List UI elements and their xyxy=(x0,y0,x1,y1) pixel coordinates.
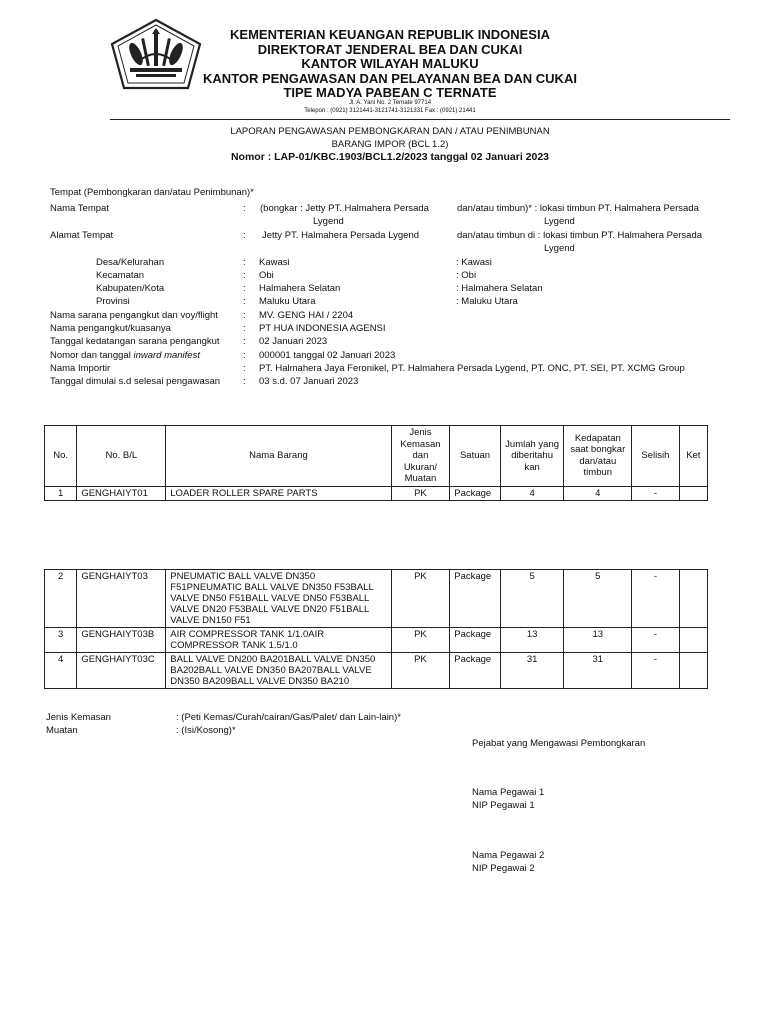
cell-kedapatan: 13 xyxy=(564,628,632,653)
cell-nama: BALL VALVE DN200 BA201BALL VALVE DN350 BA202BALL VALVE DN350 BA207BALL VALVE DN350 BA209BALL VALVE DN350 BA210 xyxy=(166,653,391,689)
cell-bl: GENGHAIYT03C xyxy=(77,653,166,689)
kecamatan-left: Obi xyxy=(259,270,274,281)
alamat-right-cont: Lygend xyxy=(544,243,575,254)
kabupaten-label: Kabupaten/Kota xyxy=(96,283,165,294)
colon: : xyxy=(243,283,246,294)
cell-bl: GENGHAIYT03 xyxy=(77,570,166,628)
header-phone: Telepon : (0921) 3121441-3121741-3121331 Fax : (0921) 21441 xyxy=(304,108,476,114)
cell-ket xyxy=(679,570,707,628)
cell-no: 1 xyxy=(45,486,77,500)
cell-nama: LOADER ROLLER SPARE PARTS xyxy=(166,486,391,500)
colon: : xyxy=(243,323,246,334)
items-table xyxy=(44,425,708,501)
cell-no: 2 xyxy=(45,570,77,628)
alamat-label: Alamat Tempat xyxy=(50,230,114,241)
cell-bl: GENGHAIYT01 xyxy=(77,486,166,500)
cell-selisih: - xyxy=(632,486,680,500)
cell-kemasan: PK xyxy=(391,653,450,689)
desa-label: Desa/Kelurahan xyxy=(96,257,165,268)
report-title-2: BARANG IMPOR (BCL 1.2) xyxy=(331,139,449,150)
cell-jumlah: 5 xyxy=(500,570,564,628)
tanggal-value: 03 s.d. 07 Januari 2023 xyxy=(259,376,359,387)
cell-jumlah: 31 xyxy=(500,653,564,689)
jenis-kemasan-label: Jenis Kemasan xyxy=(46,712,111,723)
report-number: Nomor : LAP-01/KBC.1903/BCL1.2/2023 tanggal 02 Januari 2023 xyxy=(230,151,550,163)
cell-ket xyxy=(679,628,707,653)
cell-kemasan: PK xyxy=(391,628,450,653)
muatan-label: Muatan xyxy=(46,725,78,736)
manifest-label-italic: inward manifest xyxy=(133,350,200,361)
colon: : xyxy=(243,336,246,347)
cell-jumlah: 4 xyxy=(500,486,564,500)
col-header-kedapatan: Kedapatan saat bongkar dan/atau timbun xyxy=(564,426,632,487)
colon: : xyxy=(243,363,246,374)
pegawai2-name: Nama Pegawai 2 xyxy=(472,850,545,861)
col-header-jumlah: Jumlah yang diberitahu kan xyxy=(500,426,564,487)
col-header-satuan: Satuan xyxy=(450,426,501,487)
header-office: KANTOR PENGAWASAN DAN PELAYANAN BEA DAN CUKAI xyxy=(203,71,577,86)
pengangkut-label: Nama pengangkut/kuasanya xyxy=(50,323,171,334)
cell-no: 4 xyxy=(45,653,77,689)
col-header-selisih: Selisih xyxy=(632,426,680,487)
colon: : xyxy=(243,296,246,307)
report-title-1: LAPORAN PENGAWASAN PEMBONGKARAN DAN / ATAU PENIMBUNAN xyxy=(230,126,550,137)
kecamatan-label: Kecamatan xyxy=(96,270,145,281)
manifest-label-text: Nomor dan tanggal xyxy=(50,350,134,361)
col-header-kemasan: Jenis Kemasan dan Ukuran/ Muatan xyxy=(391,426,450,487)
cell-ket xyxy=(679,486,707,500)
sarana-value: MV. GENG HAI / 2204 xyxy=(259,310,354,321)
table-header-row xyxy=(45,426,708,487)
table-row xyxy=(45,628,708,653)
cell-kemasan: PK xyxy=(391,570,450,628)
alamat-right: dan/atau timbun di : lokasi timbun PT. Halmahera Persada xyxy=(457,230,703,241)
kedatangan-value: 02 Januari 2023 xyxy=(259,336,328,347)
col-header-ket: Ket xyxy=(679,426,707,487)
sarana-label: Nama sarana pengangkut dan voy/flight xyxy=(50,310,218,321)
pegawai1-name: Nama Pegawai 1 xyxy=(472,787,545,798)
pegawai1-nip: NIP Pegawai 1 xyxy=(472,800,535,811)
kabupaten-right: : Halmahera Selatan xyxy=(456,283,543,294)
cell-jumlah: 13 xyxy=(500,628,564,653)
nama-tempat-left: (bongkar : Jetty PT. Halmahera Persada xyxy=(260,203,429,214)
muatan-value: : (Isi/Kosong)* xyxy=(176,725,236,736)
nama-tempat-label: Nama Tempat xyxy=(50,203,109,214)
header-rule xyxy=(110,119,730,120)
cell-selisih: - xyxy=(632,628,680,653)
colon: : xyxy=(243,257,246,268)
kabupaten-left: Halmahera Selatan xyxy=(259,283,341,294)
cell-kedapatan: 31 xyxy=(564,653,632,689)
jenis-kemasan-value: : (Peti Kemas/Curah/cairan/Gas/Palet/ dan Lain-lain)* xyxy=(176,712,401,723)
manifest-value: 000001 tanggal 02 Januari 2023 xyxy=(259,350,396,361)
header-directorate: DIREKTORAT JENDERAL BEA DAN CUKAI xyxy=(257,42,523,57)
cell-satuan: Package xyxy=(450,570,501,628)
colon: : xyxy=(243,203,246,214)
nama-tempat-right-cont: Lygend xyxy=(544,216,575,227)
table-row xyxy=(45,653,708,689)
cell-kedapatan: 5 xyxy=(564,570,632,628)
tanggal-label: Tanggal dimulai s.d selesai pengawasan xyxy=(50,376,221,387)
provinsi-label: Provinsi xyxy=(96,296,130,307)
colon: : xyxy=(243,230,246,241)
nama-tempat-left-cont: Lygend xyxy=(313,216,344,227)
cell-ket xyxy=(679,653,707,689)
colon: : xyxy=(243,310,246,321)
items-table-continued xyxy=(44,569,708,689)
cell-selisih: - xyxy=(632,570,680,628)
pegawai2-nip: NIP Pegawai 2 xyxy=(472,863,535,874)
cell-satuan: Package xyxy=(450,628,501,653)
pejabat-title: Pejabat yang Mengawasi Pembongkaran xyxy=(472,738,646,749)
cell-satuan: Package xyxy=(450,653,501,689)
pengangkut-value: PT HUA INDONESIA AGENSI xyxy=(259,323,386,334)
header-ministry: KEMENTERIAN KEUANGAN REPUBLIK INDONESIA xyxy=(230,27,550,42)
col-header-no: No. xyxy=(45,426,77,487)
desa-left: Kawasi xyxy=(259,257,290,268)
colon: : xyxy=(243,376,246,387)
cell-bl: GENGHAIYT03B xyxy=(77,628,166,653)
cell-kedapatan: 4 xyxy=(564,486,632,500)
provinsi-right: : Maluku Utara xyxy=(456,296,518,307)
alamat-left: Jetty PT. Halmahera Persada Lygend xyxy=(262,230,420,241)
place-heading: Tempat (Pembongkaran dan/atau Penimbunan)* xyxy=(50,187,254,198)
table-row xyxy=(45,486,708,500)
cell-kemasan: PK xyxy=(391,486,450,500)
cell-selisih: - xyxy=(632,653,680,689)
manifest-label xyxy=(50,350,200,362)
importir-value: PT. Halmahera Jaya Feronikel, PT. Halmahera Persada Lygend, PT. ONC, PT. SEI, PT. XCMG Group xyxy=(259,363,685,374)
importir-label: Nama Importir xyxy=(50,363,111,374)
cell-nama: PNEUMATIC BALL VALVE DN350 F51PNEUMATIC BALL VALVE DN350 F53BALL VALVE DN50 F51BALL VALVE DN50 F53BALL VALVE DN20 F53BALL VALVE DN20 F51BALL VALVE DN150 F51 xyxy=(166,570,391,628)
nama-tempat-right: dan/atau timbun)* : lokasi timbun PT. Halmahera Persada xyxy=(457,203,699,214)
colon: : xyxy=(243,350,246,361)
cell-no: 3 xyxy=(45,628,77,653)
kedatangan-label: Tanggal kedatangan sarana pengangkut xyxy=(50,336,220,347)
header-address: Jl. A. Yani No. 2 Ternate 97714 xyxy=(348,100,432,106)
desa-right: : Kawasi xyxy=(456,257,492,268)
table-row xyxy=(45,570,708,628)
col-header-nama: Nama Barang xyxy=(166,426,391,487)
kecamatan-right: : Obi xyxy=(456,270,477,281)
col-header-bl: No. B/L xyxy=(77,426,166,487)
provinsi-left: Maluku Utara xyxy=(259,296,316,307)
header-regional-office: KANTOR WILAYAH MALUKU xyxy=(301,56,479,71)
cell-satuan: Package xyxy=(450,486,501,500)
header-type: TIPE MADYA PABEAN C TERNATE xyxy=(283,85,497,100)
colon: : xyxy=(243,270,246,281)
cell-nama: AIR COMPRESSOR TANK 1/1.0AIR COMPRESSOR TANK 1.5/1.0 xyxy=(166,628,391,653)
